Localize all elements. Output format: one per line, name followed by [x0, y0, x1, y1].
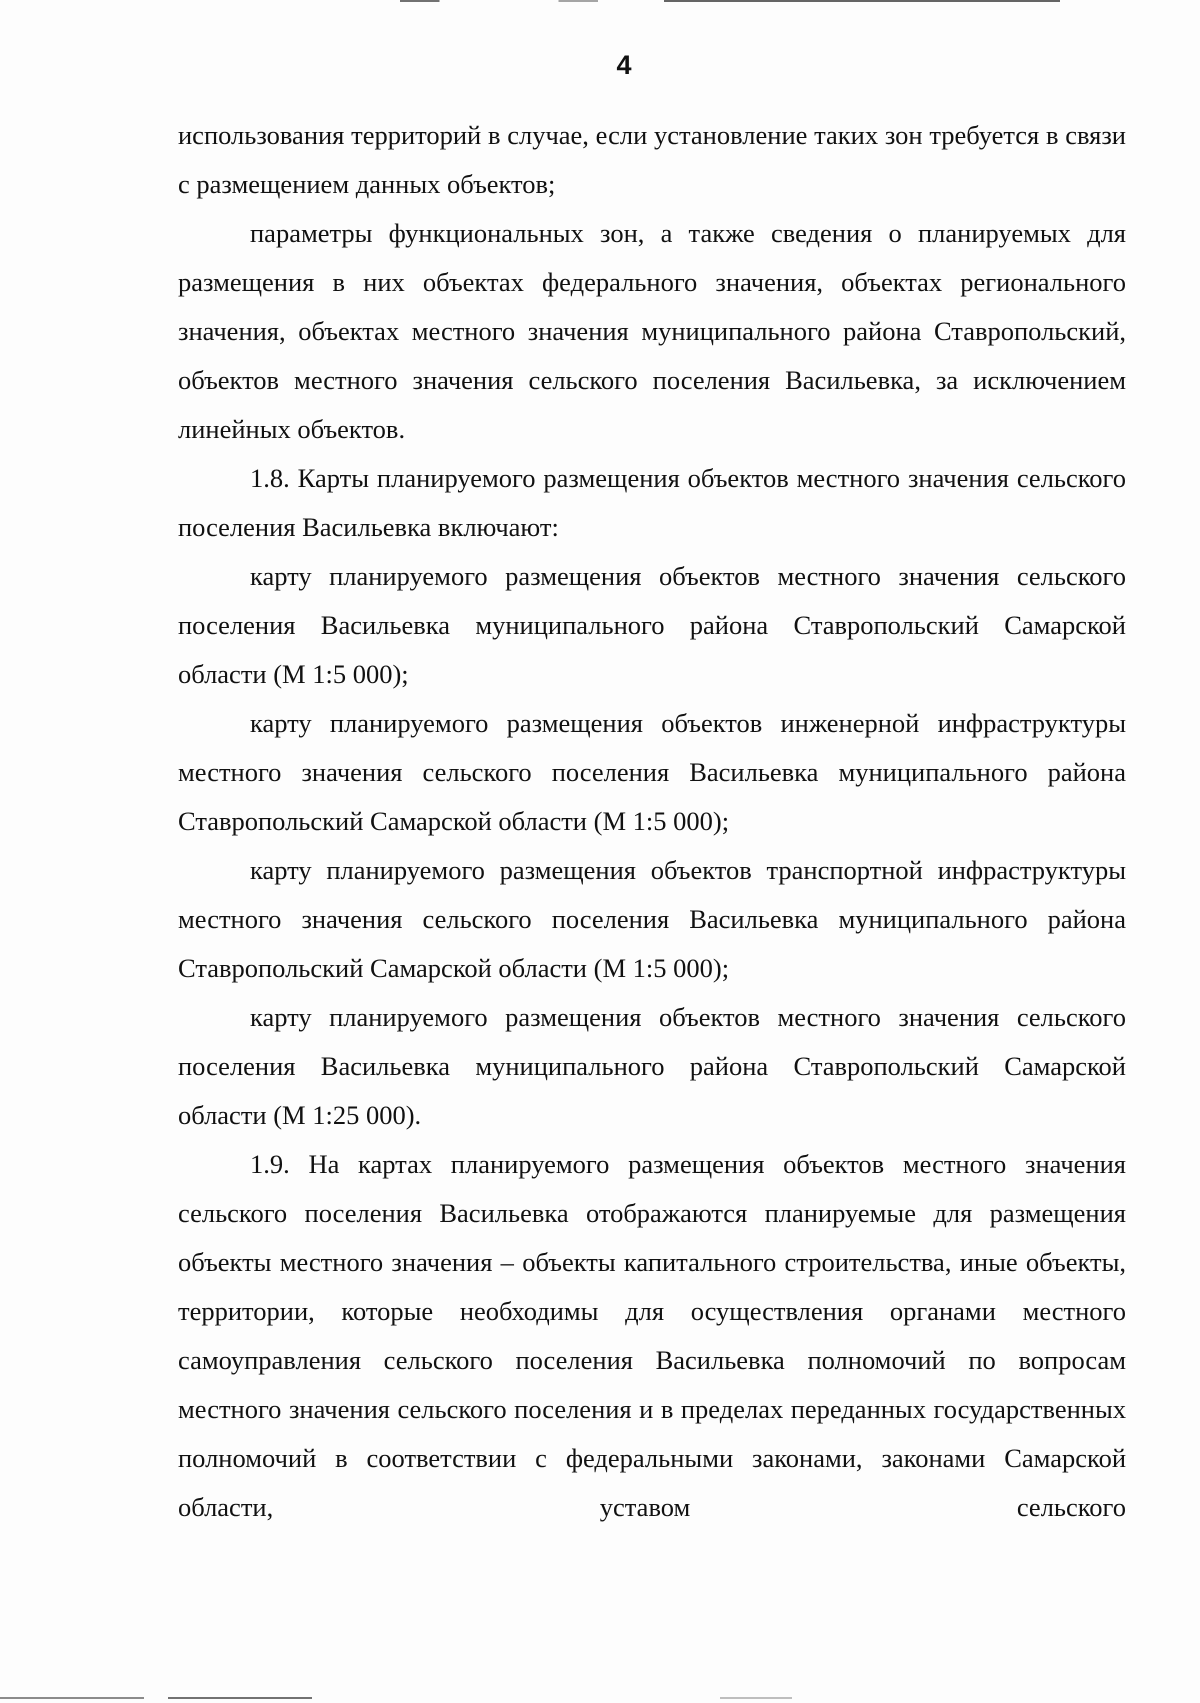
paragraph-2: параметры функциональных зон, а также сведения о планируемых для размещения в них объектах федерального значения, объектах регионального значения, объектах местного значения муниципального района Ставропольский, объектов местного значения сельского поселения Васильевка, за исключением линейных объектов. [178, 218, 1126, 444]
paragraph-3: 1.8. Карты планируемого размещения объектов местного значения сельского поселения Васильевка включают: [178, 463, 1126, 542]
page-number: 4 [616, 50, 632, 80]
paragraph-6: карту планируемого размещения объектов транспортной инфраструктуры местного значения сельского поселения Васильевка муниципального района Ставропольский Самарской области (М 1:5 000); [178, 855, 1126, 983]
paragraph-5: карту планируемого размещения объектов инженерной инфраструктуры местного значения сельского поселения Васильевка муниципального района Ставропольский Самарской области (М 1:5 000); [178, 708, 1126, 836]
document-body [178, 111, 1126, 1532]
paragraph-4: карту планируемого размещения объектов местного значения сельского поселения Васильевка муниципального района Ставропольский Самарской области (М 1:5 000); [178, 561, 1126, 689]
paragraph-1: использования территорий в случае, если установление таких зон требуется в связи с размещением данных объектов; [178, 120, 1126, 199]
paragraph-7: карту планируемого размещения объектов местного значения сельского поселения Васильевка муниципального района Ставропольский Самарской области (М 1:25 000). [178, 1002, 1126, 1130]
paragraph-8: 1.9. На картах планируемого размещения объектов местного значения сельского поселения Васильевка отображаются планируемые для размещения объекты местного значения – объекты капитального строительства, иные объекты, территории, которые необходимы для осуществления органами местного самоуправления сельского поселения Васильевка полномочий по вопросам местного значения сельского поселения и в пределах переданных государственных полномочий в соответствии с федеральными законами, законами Самарской области, уставом сельского [178, 1149, 1126, 1522]
scan-artifact-top [400, 0, 1060, 2]
scan-artifact-bottom [0, 1697, 1200, 1699]
